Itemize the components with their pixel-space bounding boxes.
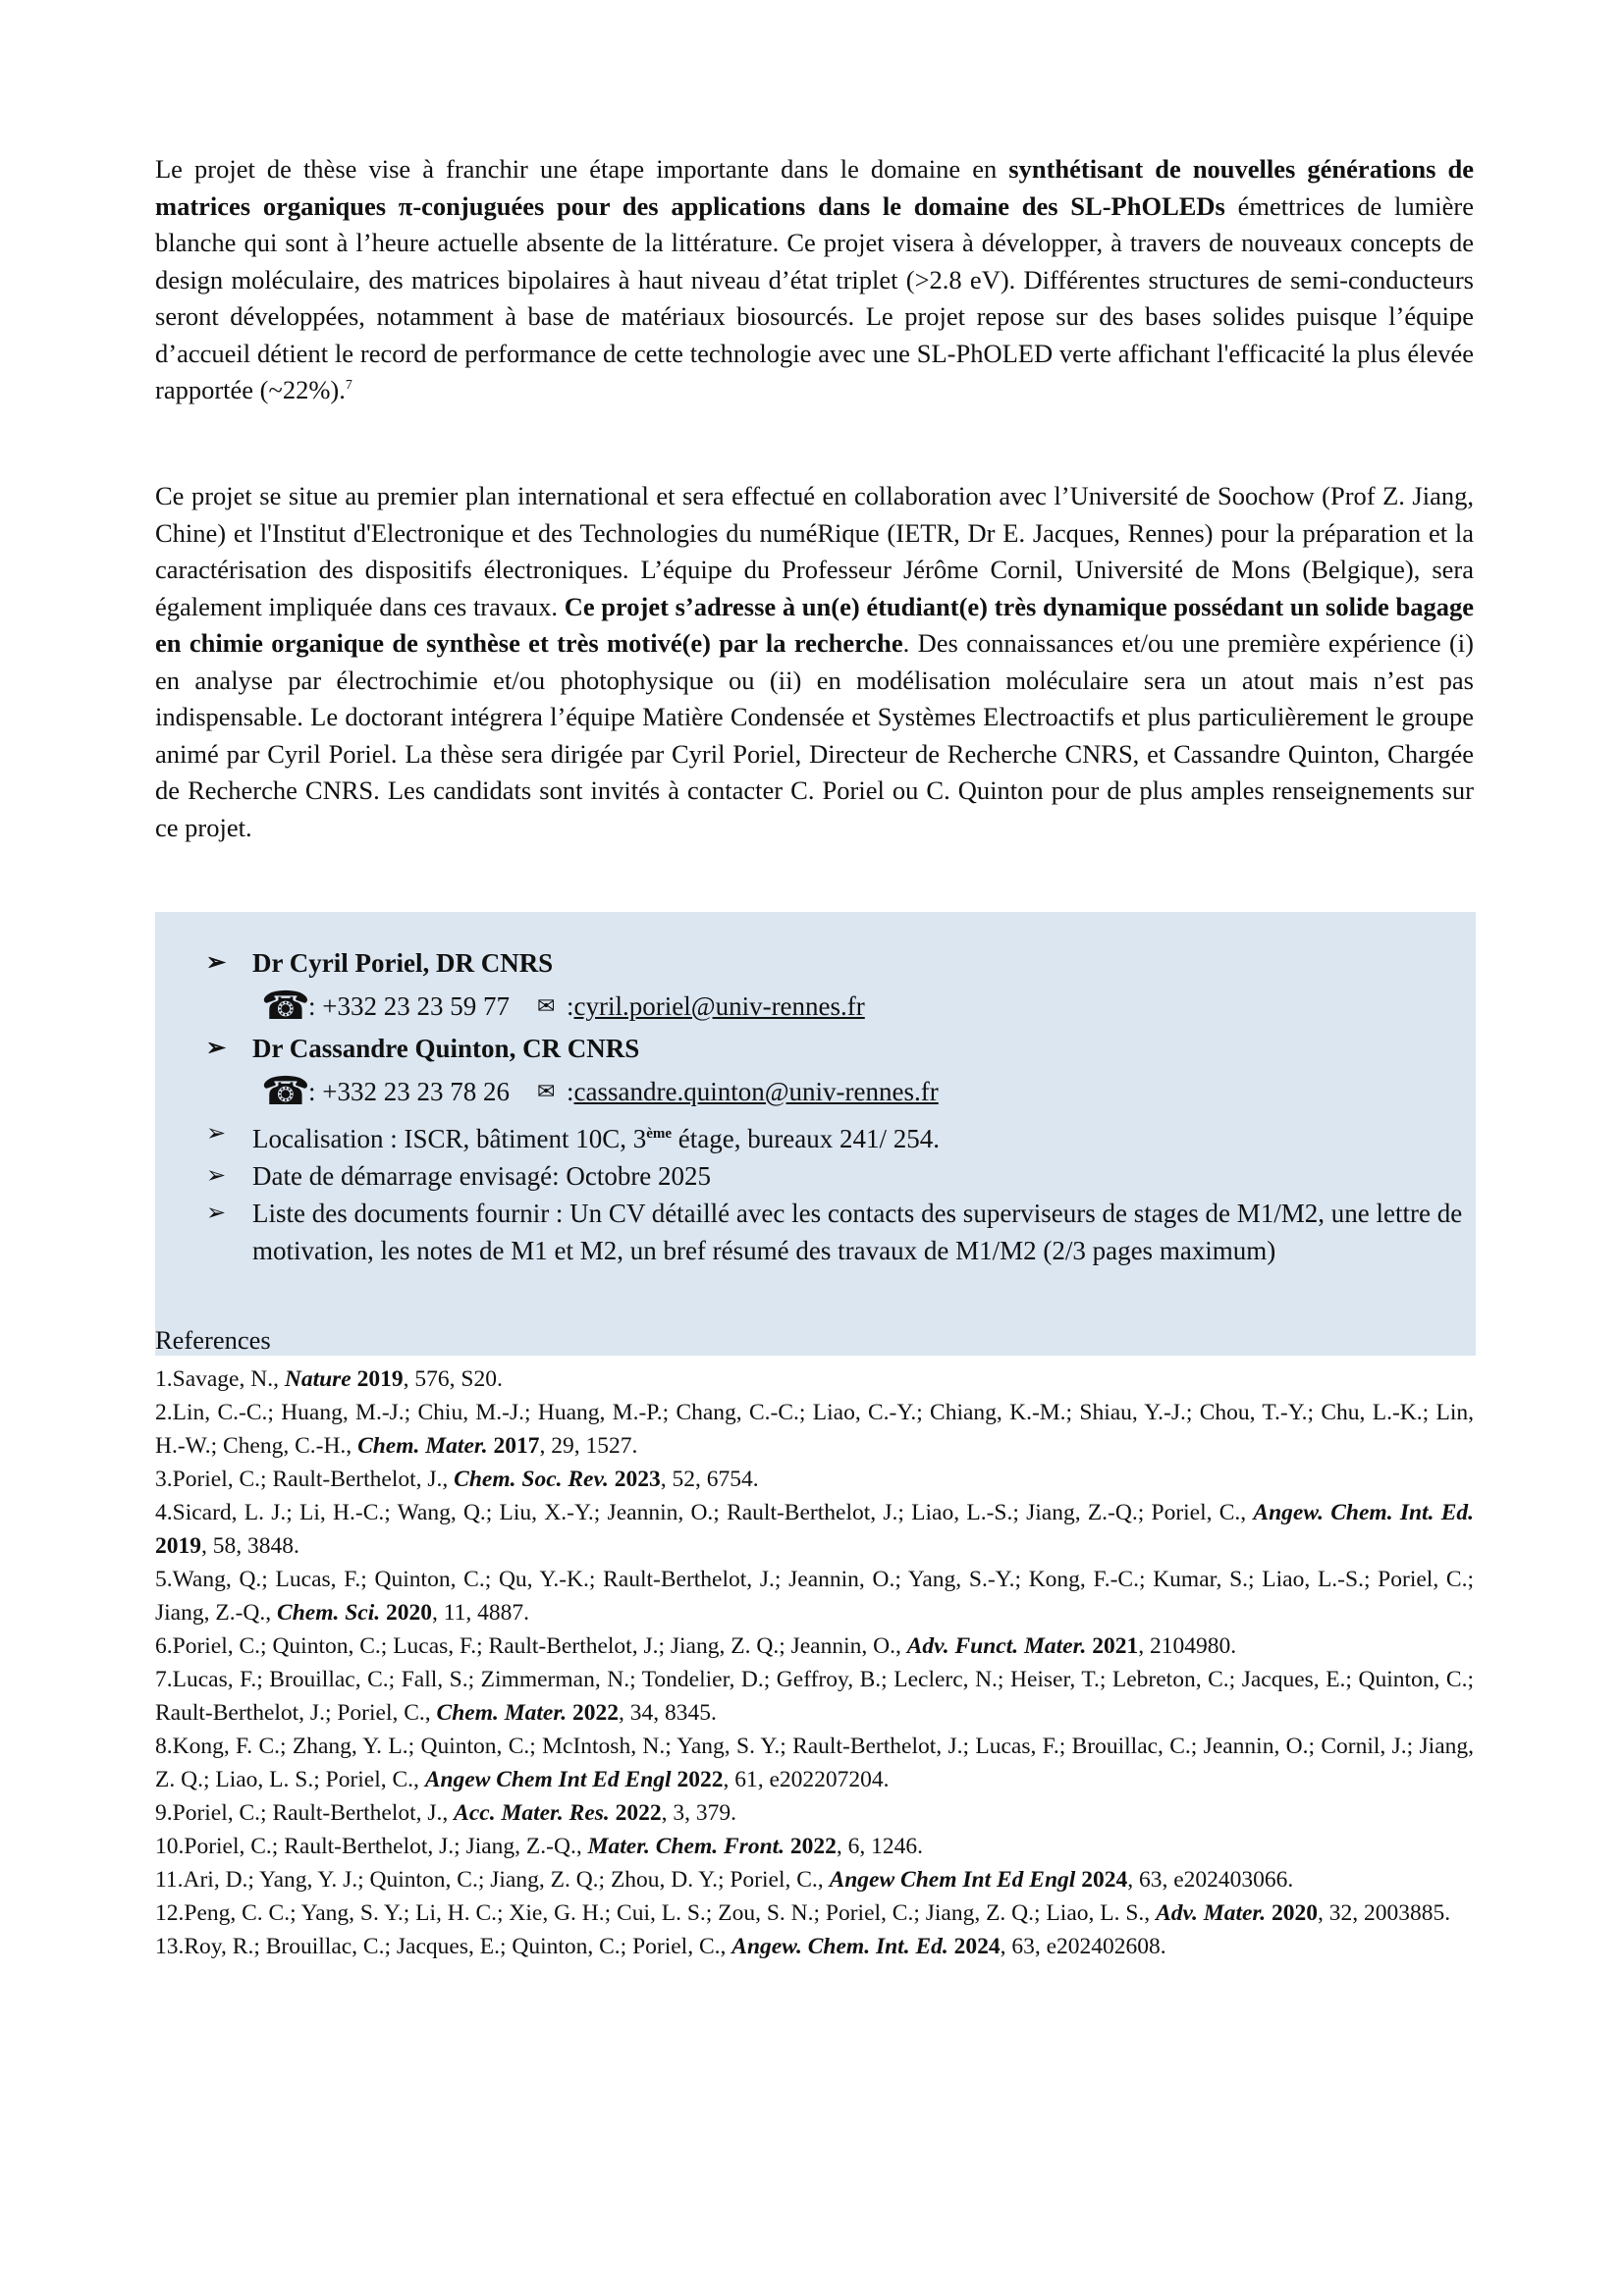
reference-item [155, 1463, 1474, 1496]
phone-number: : +332 23 23 78 26 [308, 1076, 510, 1106]
reference-item [155, 1362, 1474, 1396]
reference-item [155, 1396, 1474, 1463]
reference-journal: Angew Chem Int Ed Engl [424, 1767, 672, 1792]
reference-year: 2021 [1092, 1633, 1139, 1659]
reference-journal: Adv. Funct. Mater. [906, 1633, 1087, 1659]
reference-details: , 63, e202402608. [1000, 1934, 1166, 1959]
reference-item [155, 1730, 1474, 1796]
contact-details [206, 1067, 1483, 1115]
reference-year: 2022 [615, 1800, 662, 1826]
reference-authors: 12.Peng, C. C.; Yang, S. Y.; Li, H. C.; Xie, G. H.; Cui, L. S.; Zou, S. N.; Poriel, C.; Jiang, Z. Q.; Liao, L. S., [155, 1900, 1157, 1926]
reference-journal: Chem. Mater. [436, 1700, 568, 1726]
floor-superscript: ème [646, 1126, 673, 1142]
reference-journal: Acc. Mater. Res. [454, 1800, 610, 1826]
reference-authors: 10.Poriel, C.; Rault-Berthelot, J.; Jiang, Z.-Q., [155, 1834, 588, 1859]
arrow-bullet-icon: ➢ [206, 1036, 227, 1061]
reference-details: , 58, 3848. [201, 1533, 299, 1559]
reference-item [155, 1896, 1474, 1930]
reference-journal: Mater. Chem. Front. [587, 1834, 785, 1859]
intro-paragraph-2 [155, 478, 1474, 846]
reference-authors: 6.Poriel, C.; Quinton, C.; Lucas, F.; Rault-Berthelot, J.; Jiang, Z. Q.; Jeannin, O., [155, 1633, 907, 1659]
reference-journal: Chem. Mater. [357, 1433, 488, 1459]
reference-details: , 52, 6754. [660, 1467, 759, 1492]
reference-year: 2020 [386, 1600, 432, 1626]
envelope-icon: ✉ [536, 1078, 556, 1103]
email-prefix: : [566, 990, 574, 1021]
reference-authors: 5.Wang, Q.; Lucas, F.; Quinton, C.; Qu, Y.-K.; Rault-Berthelot, J.; Jeannin, O.; Yang, S.-Y.; Kong, F.-C.; Kumar, S.; Liao, L.-S.; Poriel, C.; Jiang, Z.-Q., [155, 1567, 1474, 1626]
email-prefix: : [566, 1076, 574, 1106]
reference-year: 2022 [789, 1834, 837, 1859]
telephone-icon: ☎ [261, 983, 310, 1028]
reference-journal: Adv. Mater. [1156, 1900, 1267, 1926]
contact-name: Dr Cyril Poriel, DR CNRS [252, 948, 554, 978]
contact-details [206, 982, 1483, 1030]
reference-details: , 3, 379. [661, 1800, 737, 1826]
reference-details: , 11, 4887. [432, 1600, 530, 1626]
location-text: Localisation : ISCR, bâtiment 10C, 3 [252, 1124, 647, 1153]
reference-year: 2022 [571, 1700, 619, 1726]
reference-item [155, 1496, 1474, 1563]
reference-year: 2019 [155, 1533, 201, 1559]
references-list [155, 1362, 1474, 1963]
phone-number: : +332 23 23 59 77 [308, 990, 510, 1021]
intro-text: Le projet de thèse vise à franchir une étape importante dans le domaine en [155, 154, 1009, 184]
intro-text: . Des connaissances et/ou une première expérience (i) en analyse par électrochimie et/ou photophysique ou (ii) en modélisation moléculaire sera un atout mais n’est pas indispensable. Le doctorant intégrera l’équipe Matière Condensée et Systèmes Electroactifs et plus particulièrement le groupe animé par Cyril Poriel. La thèse sera dirigée par Cyril Poriel, Directeur de Recherche CNRS, et Cassandre Quinton, Chargée de Recherche CNRS. Les candidats sont invités à contacter C. Poriel ou C. Quinton pour de plus amples renseignements sur ce projet. [155, 628, 1474, 842]
reference-year: 2017 [493, 1433, 540, 1459]
email-link[interactable]: cyril.poriel@univ-rennes.fr [573, 990, 865, 1021]
reference-item [155, 1563, 1474, 1629]
reference-details: , 61, e202207204. [723, 1767, 890, 1792]
reference-item [155, 1863, 1474, 1896]
reference-year: 2022 [677, 1767, 724, 1792]
intro-bold-text: Ce projet s’adresse à un(e) étudiant(e) très dynamique possédant un solide bagage en chimie organique de synthèse et très motivé(e) par la recherche [155, 591, 1474, 658]
arrow-bullet-icon: ➢ [206, 1163, 227, 1189]
start-date-item [206, 1157, 1483, 1195]
reference-year: 2023 [614, 1467, 661, 1492]
reference-journal: Chem. Soc. Rev. [454, 1467, 609, 1492]
reference-item [155, 1629, 1474, 1663]
intro-bold-text: synthétisant de nouvelles générations de matrices organiques π-conjuguées pour des applications dans le domaine des SL-PhOLEDs [155, 154, 1474, 221]
intro-text: Ce projet se situe au premier plan international et sera effectué en collaboration avec l’Université de Soochow (Prof Z. Jiang, Chine) et l'Institut d'Electronique et des Technologies du numéRique (IETR, Dr E. Jacques, Rennes) pour la préparation et la caractérisation des dispositifs électroniques. L’équipe du Professeur Jérôme Cornil, Université de Mons (Belgique), sera également impliquée dans ces travaux. [155, 481, 1474, 621]
reference-authors: 4.Sicard, L. J.; Li, H.-C.; Wang, Q.; Liu, X.-Y.; Jeannin, O.; Rault-Berthelot, J.; Liao, L.-S.; Jiang, Z.-Q.; Poriel, C., [155, 1500, 1254, 1525]
arrow-bullet-icon: ➢ [206, 1201, 227, 1226]
reference-item [155, 1830, 1474, 1863]
reference-authors: 7.Lucas, F.; Brouillac, C.; Fall, S.; Zimmerman, N.; Tondelier, D.; Geffroy, B.; Leclerc, N.; Heiser, T.; Lebreton, C.; Jacques, E.; Quinton, C.; Rault-Berthelot, J.; Poriel, C., [155, 1667, 1474, 1726]
location-text: étage, bureaux 241/ 254. [672, 1124, 940, 1153]
reference-authors: 8.Kong, F. C.; Zhang, Y. L.; Quinton, C.; McIntosh, N.; Yang, S. Y.; Rault-Berthelot, J.; Lucas, F.; Brouillac, C.; Jeannin, O.; Cornil, J.; Jiang, Z. Q.; Liao, L. S.; Poriel, C., [155, 1734, 1474, 1792]
reference-details: , 63, e202403066. [1127, 1867, 1294, 1893]
contact-list [206, 944, 1483, 1269]
envelope-icon: ✉ [536, 992, 556, 1018]
reference-year: 2019 [356, 1366, 404, 1392]
telephone-icon: ☎ [261, 1068, 310, 1113]
reference-item [155, 1663, 1474, 1730]
contact-item [206, 944, 1483, 982]
intro-paragraph-1 [155, 151, 1474, 409]
reference-year: 2020 [1272, 1900, 1318, 1926]
arrow-bullet-icon: ➢ [206, 950, 227, 976]
citation-superscript: 7 [345, 378, 352, 394]
documents-text: Liste des documents fournir : Un CV détaillé avec les contacts des superviseurs de stages de M1/M2, une lettre de motivation, les notes de M1 et M2, un bref résumé des travaux de M1/M2 (2/3 pages maximum) [252, 1199, 1463, 1265]
arrow-bullet-icon: ➢ [206, 1121, 227, 1147]
reference-authors: 13.Roy, R.; Brouillac, C.; Jacques, E.; Quinton, C.; Poriel, C., [155, 1934, 732, 1959]
reference-authors: 2.Lin, C.-C.; Huang, M.-J.; Chiu, M.-J.; Huang, M.-P.; Chang, C.-C.; Liao, C.-Y.; Chiang, K.-M.; Shiau, Y.-J.; Chou, T.-Y.; Chu, L.-K.; Lin, H.-W.; Cheng, C.-H., [155, 1400, 1474, 1459]
contact-item [206, 1030, 1483, 1067]
reference-journal: Nature [284, 1366, 352, 1392]
intro-text: émettrices de lumière blanche qui sont à l’heure actuelle absente de la littérature. Ce projet visera à développer, à travers de nouveaux concepts de design moléculaire, des matrices bipolaires à haut niveau d’état triplet (>2.8 eV). Différentes structures de semi-conducteurs seront développées, notamment à base de matériaux biosourcés. Le projet repose sur des bases solides puisque l’équipe d’accueil détient le record de performance de cette technologie avec une SL-PhOLED verte affichant l'efficacité la plus élevée rapportée (~22%). [155, 190, 1474, 404]
reference-journal: Angew Chem Int Ed Engl [829, 1867, 1076, 1893]
reference-item [155, 1930, 1474, 1963]
reference-details: , 2104980. [1138, 1633, 1237, 1659]
references-heading: References [155, 1325, 271, 1355]
reference-authors: 3.Poriel, C.; Rault-Berthelot, J., [155, 1467, 455, 1492]
reference-details: , 29, 1527. [539, 1433, 638, 1459]
reference-journal: Angew. Chem. Int. Ed. [1253, 1500, 1474, 1525]
reference-details: , 32, 2003885. [1318, 1900, 1451, 1926]
start-date-text: Date de démarrage envisagé: Octobre 2025 [252, 1161, 712, 1191]
reference-journal: Angew. Chem. Int. Ed. [731, 1934, 948, 1959]
reference-details: , 576, S20. [403, 1366, 503, 1392]
reference-year: 2024 [1081, 1867, 1128, 1893]
documents-item [206, 1195, 1483, 1269]
reference-authors: 1.Savage, N., [155, 1366, 285, 1392]
reference-authors: 11.Ari, D.; Yang, Y. J.; Quinton, C.; Jiang, Z. Q.; Zhou, D. Y.; Poriel, C., [155, 1867, 830, 1893]
reference-authors: 9.Poriel, C.; Rault-Berthelot, J., [155, 1800, 455, 1826]
reference-details: , 6, 1246. [836, 1834, 924, 1859]
reference-item [155, 1796, 1474, 1830]
contact-name: Dr Cassandre Quinton, CR CNRS [252, 1034, 640, 1063]
email-link[interactable]: cassandre.quinton@univ-rennes.fr [573, 1076, 939, 1106]
location-item [206, 1115, 1483, 1157]
reference-year: 2024 [953, 1934, 1001, 1959]
reference-details: , 34, 8345. [618, 1700, 717, 1726]
reference-journal: Chem. Sci. [277, 1600, 381, 1626]
